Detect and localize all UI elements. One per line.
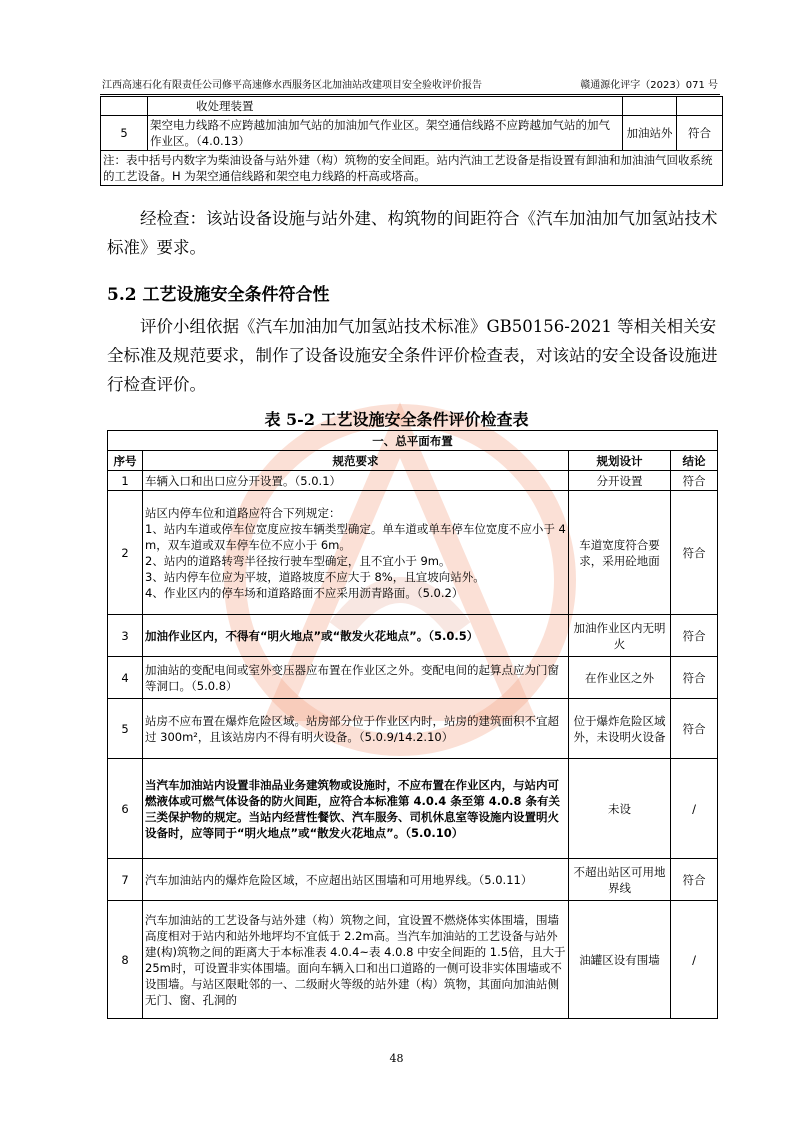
table-header-row xyxy=(108,451,718,471)
row-number: 6 xyxy=(108,759,143,859)
row-result: 符合 xyxy=(671,471,718,491)
row-result: 符合 xyxy=(671,615,718,657)
table-row xyxy=(108,759,718,859)
row-number: 7 xyxy=(108,859,143,901)
table-row xyxy=(108,699,718,759)
page-number: 48 xyxy=(389,1052,404,1065)
table-row xyxy=(108,615,718,657)
row-design: 在作业区之外 xyxy=(569,657,671,699)
table-note: 注：表中括号内数字为柴油设备与站外建（构）筑物的安全间距。站内汽油工艺设备是指设置有卸油和加油油气回收系统的工艺设备。H 为架空通信线路和架空电力线路的杆高或塔高。 xyxy=(101,151,723,186)
row-design: 位于爆炸危险区域外，未设明火设备 xyxy=(569,699,671,759)
header-result: 结论 xyxy=(671,451,718,471)
section-intro: 评价小组依据《汽车加油加气加氢站技术标准》GB50156-2021 等相关相关安全标准及规范要求，制作了设备设施安全条件评价检查表，对该站的安全设备设施进行检查评价。 xyxy=(107,317,718,394)
row-requirement: 汽车加油站内的爆炸危险区域，不应超出站区围墙和可用地界线。（5.0.11） xyxy=(143,859,569,901)
header-no: 序号 xyxy=(108,451,143,471)
table-row xyxy=(108,859,718,901)
row-design: 加油站外 xyxy=(623,116,677,151)
table-row xyxy=(101,116,723,151)
row-design: 分开设置 xyxy=(569,471,671,491)
row-result: 符合 xyxy=(671,491,718,615)
row-design: 加油作业区内无明火 xyxy=(569,615,671,657)
row-requirement: 站区内停车位和道路应符合下列规定： 1、站内车道或停车位宽度应按车辆类型确定。单车道或单车停车位宽度不应小于 4m，双车道或双车停车位不应小于 6m。 2、站内的道路转弯半径按行驶车型确定，且不宜小于 9m。 3、站内停车位应为平坡，道路坡度不应大于 8%，且宜坡向站外。 4、作业区内的停车场和道路路面不应采用沥青路面。（5.0.2） xyxy=(143,491,569,615)
table-row xyxy=(108,901,718,1019)
row-result: / xyxy=(671,901,718,1019)
process-facility-checklist-table xyxy=(107,430,718,1019)
row-number: 8 xyxy=(108,901,143,1019)
table-row xyxy=(108,491,718,615)
table-note-row xyxy=(101,151,723,186)
inspection-conclusion: 经检查：该站设备设施与站外建、构筑物的间距符合《汽车加油加气加氢站技术标准》要求。 xyxy=(107,209,718,257)
row-design xyxy=(623,97,677,116)
row-requirement: 车辆入口和出口应分开设置。（5.0.1） xyxy=(143,471,569,491)
header-report-title: 江西高速石化有限责任公司修平高速修水西服务区北加油站改建项目安全验收评价报告 xyxy=(102,80,482,91)
row-requirement: 收处理装置 xyxy=(148,97,623,116)
row-design: 不超出站区可用地界线 xyxy=(569,859,671,901)
row-design: 车道宽度符合要求，采用砼地面 xyxy=(569,491,671,615)
row-requirement: 站房不应布置在爆炸危险区域。站房部分位于作业区内时，站房的建筑面积不宜超过 300m²，且该站房内不得有明火设备。（5.0.9/14.2.10） xyxy=(143,699,569,759)
table-row xyxy=(108,657,718,699)
row-requirement: 加油站的变配电间或室外变压器应布置在作业区之外。变配电间的起算点应为门窗等洞口。（5.0.8） xyxy=(143,657,569,699)
row-design: 未设 xyxy=(569,759,671,859)
row-number: 2 xyxy=(108,491,143,615)
row-number: 5 xyxy=(101,116,148,151)
row-result: 符合 xyxy=(671,859,718,901)
section-heading: 5.2 工艺设施安全条件符合性 xyxy=(107,285,330,305)
row-result: 符合 xyxy=(671,657,718,699)
page-header xyxy=(100,76,720,95)
row-requirement: 当汽车加油站内设置非油品业务建筑物或设施时，不应布置在作业区内，与站内可燃液体或可燃气体设备的防火间距，应符合本标准第 4.0.4 条至第 4.0.8 条有关三类保护物的规定。当站内经营性餐饮、汽车服务、司机休息室等设施内设置明火设备时，应等同于“明火地点”或“散发火花地点”。（5.0.10） xyxy=(143,759,569,859)
table-group-row xyxy=(108,431,718,451)
row-result: 符合 xyxy=(671,699,718,759)
row-requirement: 汽车加油站的工艺设备与站外建（构）筑物之间，宜设置不燃烧体实体围墙，围墙高度相对于站内和站外地坪均不宜低于 2.2m高。当汽车加油站的工艺设备与站外建(构)筑物之间的距离大于本标准表 4.0.4~表 4.0.8 中安全间距的 1.5倍，且大于 25m时，可设置非实体围墙。面向车辆入口和出口道路的一侧可设非实体围墙或不设围墙。与站区限毗邻的一、二级耐火等级的站外建（构）筑物，其面向加油站侧无门、窗、孔洞的 xyxy=(143,901,569,1019)
row-requirement: 架空电力线路不应跨越加油加气站的加油加气作业区。架空通信线路不应跨越加气站的加气作业区。（4.0.13） xyxy=(148,116,623,151)
table-group-title: 一、总平面布置 xyxy=(108,431,718,451)
table-row xyxy=(108,471,718,491)
row-number: 5 xyxy=(108,699,143,759)
row-design: 油罐区设有围墙 xyxy=(569,901,671,1019)
row-number: 1 xyxy=(108,471,143,491)
header-requirement: 规范要求 xyxy=(143,451,569,471)
header-report-number: 赣通源化评字（2023）071 号 xyxy=(580,80,718,91)
continued-table xyxy=(100,96,723,186)
row-result: / xyxy=(671,759,718,859)
table-row xyxy=(101,97,723,116)
row-result xyxy=(677,97,723,116)
row-number xyxy=(101,97,148,116)
table-caption: 表 5-2 工艺设施安全条件评价检查表 xyxy=(264,410,529,429)
row-number: 4 xyxy=(108,657,143,699)
header-design: 规划设计 xyxy=(569,451,671,471)
row-result: 符合 xyxy=(677,116,723,151)
row-requirement: 加油作业区内，不得有“明火地点”或“散发火花地点”。（5.0.5） xyxy=(143,615,569,657)
row-number: 3 xyxy=(108,615,143,657)
